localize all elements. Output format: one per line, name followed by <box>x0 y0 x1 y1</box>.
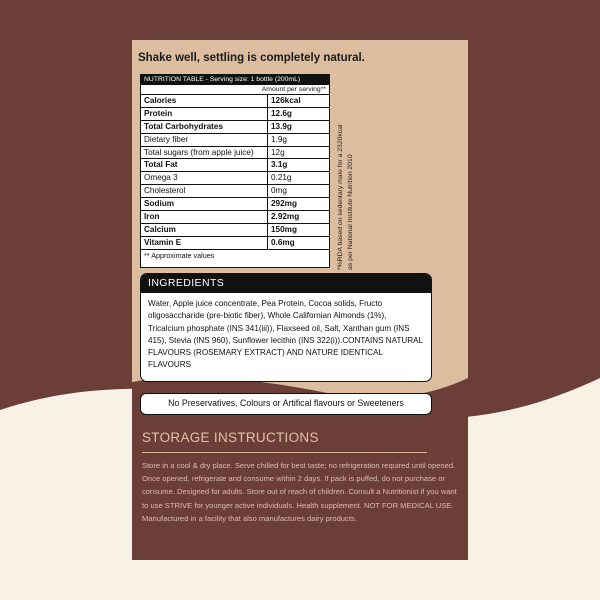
nutrient-name: Total sugars (from apple juice) <box>141 147 268 159</box>
nutrition-row <box>141 237 329 250</box>
storage-text: Store in a cool & dry place. Serve chilled for best taste; no refrigeration required until opened. Once opened, refrigerate and consume within 2 days. If pack is puffed, do not purchase or consume. Designed for adults. Store out of reach of children. Consult a Nutritionist if you want to use STRIVE for younger active individuals. Health supplement. NOT FOR MEDICAL USE. Manufactured in a facility that also manufactures dairy products. <box>142 461 457 523</box>
nutrient-name: Sodium <box>141 198 268 210</box>
nutrition-row <box>141 185 329 198</box>
ingredients-title: INGREDIENTS <box>141 274 431 293</box>
nutrition-table <box>140 74 330 268</box>
nutrient-value: 2.92mg <box>271 212 300 222</box>
no-preservatives-badge: No Preservatives, Colours or Artifical flavours or Sweeteners <box>140 393 432 415</box>
nutrition-row <box>141 121 329 134</box>
nutrient-value: 0.6mg <box>271 237 295 247</box>
rda-note-line-1: *%RDA based on sedentary male for a 2320kcal <box>337 124 344 270</box>
ingredients-text: Water, Apple juice concentrate, Pea Protein, Cocoa solids, Fructo oligosaccharide (pre-biotic fiber), Whole Californian Almonds (1%), Tricalcium phosphate (INS 341(iii)), Flaxseed oil, Salt, Xanthan gum (INS 415), Stevia (INS 960), Sunflower lecithin (INS 322(i)).CONTAINS NATURAL FLAVOURS (ROSEMARY EXTRACT) AND NATURE IDENTICAL FLAVOURS <box>148 299 423 370</box>
nutrition-footnote: ** Approximate values <box>144 250 215 260</box>
nutrient-name: Vitamin E <box>141 237 268 249</box>
nutrient-name: Cholesterol <box>141 185 268 197</box>
nutrition-row <box>141 198 329 211</box>
nutrition-row <box>141 147 329 160</box>
nutrient-name: Protein <box>141 108 268 120</box>
nutrient-value: 12.6g <box>271 108 292 118</box>
nutrition-rows <box>141 95 329 250</box>
nutrient-value: 12g <box>271 147 285 157</box>
nutrient-value: 3.1g <box>271 160 288 170</box>
storage-title: STORAGE INSTRUCTIONS <box>142 430 319 445</box>
rda-note-line-2: as per National Institute Nutrition 2010 <box>347 154 354 270</box>
nutrition-row <box>141 224 329 237</box>
nutrient-name: Calcium <box>141 224 268 236</box>
nutrient-name: Omega 3 <box>141 172 268 184</box>
nutrition-row <box>141 159 329 172</box>
nutrient-value: 13.9g <box>271 121 292 131</box>
nutrient-name: Dietary fiber <box>141 134 268 146</box>
nutrition-table-subheader: Amount per serving** <box>141 85 329 95</box>
nutrient-value: 1.9g <box>271 134 287 144</box>
nutrition-row <box>141 211 329 224</box>
nutrition-row <box>141 108 329 121</box>
nutrient-value: 292mg <box>271 199 297 209</box>
nutrition-row <box>141 172 329 185</box>
nutrient-name: Total Fat <box>141 159 268 171</box>
rda-note <box>336 74 358 270</box>
nutrient-name: Total Carbohydrates <box>141 121 268 133</box>
nutrient-name: Iron <box>141 211 268 223</box>
nutrient-name: Calories <box>141 95 268 107</box>
rda-note-text <box>336 74 356 270</box>
ingredients-box <box>140 273 432 382</box>
nutrition-row <box>141 134 329 147</box>
nutrient-value: 0mg <box>271 186 287 196</box>
nutrient-value: 0.21g <box>271 173 292 183</box>
nutrient-value: 126kcal <box>271 96 301 105</box>
nutrition-table-header: NUTRITION TABLE - Serving size: 1 bottle (200mL) <box>141 75 329 85</box>
nutrient-value: 150mg <box>271 224 297 234</box>
storage-divider <box>142 452 427 453</box>
nutrition-row <box>141 95 329 108</box>
shake-note: Shake well, settling is completely natural. <box>138 52 365 64</box>
